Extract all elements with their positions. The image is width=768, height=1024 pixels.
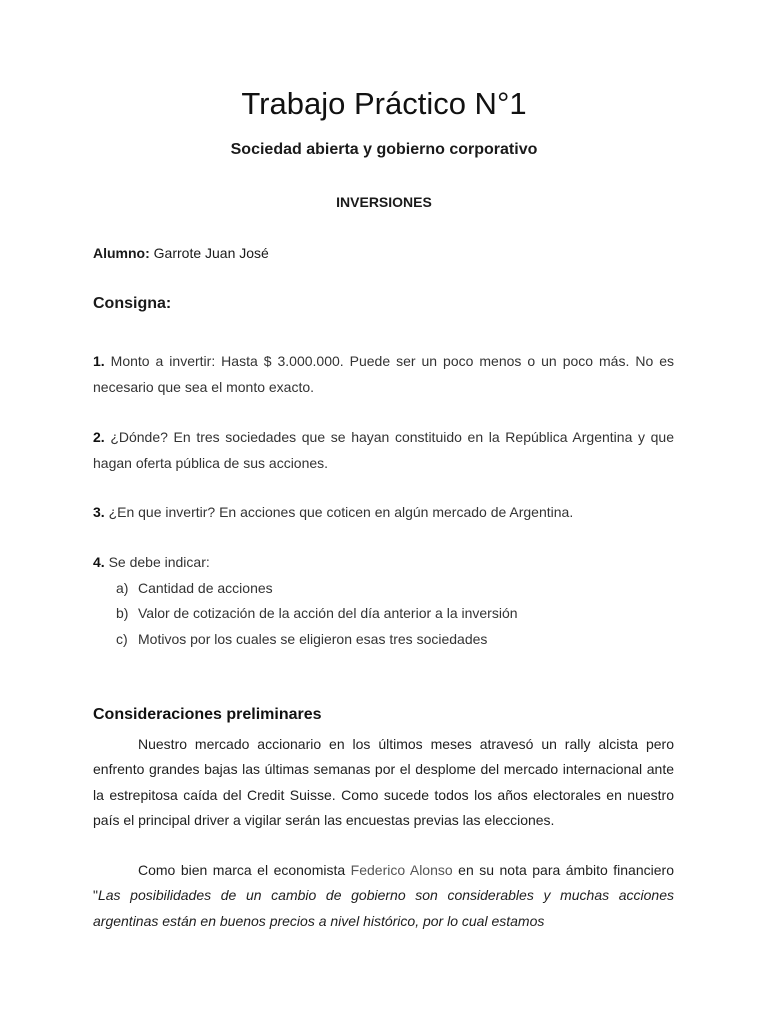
consigna-heading: Consigna: bbox=[93, 295, 172, 312]
list-text: Cantidad de acciones bbox=[138, 580, 273, 596]
item-text: ¿Dónde? En tres sociedades que se hayan constituido en la República Argentina y que hagan oferta pública de sus acciones. bbox=[93, 429, 674, 471]
student-line bbox=[93, 245, 269, 261]
student-label: Alumno: bbox=[93, 245, 150, 261]
list-text: Valor de cotización de la acción del día anterior a la inversión bbox=[138, 605, 518, 622]
item-number: 2. bbox=[93, 429, 105, 445]
economist-name: Federico Alonso bbox=[350, 862, 453, 878]
consigna-item-2 bbox=[93, 425, 674, 476]
item-number: 4. bbox=[93, 554, 105, 570]
consigna-item-4 bbox=[93, 550, 674, 576]
item-number: 1. bbox=[93, 353, 105, 369]
section-heading: INVERSIONES bbox=[336, 194, 432, 210]
list-item bbox=[116, 627, 676, 652]
list-text: Motivos por los cuales se eligieron esas tres sociedades bbox=[138, 630, 488, 647]
paragraph-text: Como bien marca el economista bbox=[138, 862, 351, 878]
item-number: 3. bbox=[93, 504, 105, 520]
preliminares-heading: Consideraciones preliminares bbox=[93, 706, 322, 723]
list-item bbox=[116, 601, 676, 626]
consigna-sublist bbox=[116, 576, 676, 652]
preliminares-paragraph-1: Nuestro mercado accionario en los últimos meses atravesó un rally alcista pero enfrento grandes bajas las últimas semanas por el desplome del mercado internacional ante la estrepitosa caída del Credit Suisse. Como sucede todos los años electorales en nuestro país el principal driver a vigilar serán las encuestas previas las elecciones. bbox=[93, 736, 674, 828]
quote-text: Las posibilidades de un cambio de gobierno son considerables y muchas acciones argentinas están en buenos precios a nivel histórico, por lo cual estamos bbox=[93, 887, 674, 929]
item-text: Se debe indicar: bbox=[104, 554, 210, 570]
item-text: Monto a invertir: Hasta $ 3.000.000. Puede ser un poco menos o un poco más. No es necesario que sea el monto exacto. bbox=[93, 353, 674, 395]
preliminares-paragraph-2 bbox=[93, 858, 674, 934]
student-name: Garrote Juan José bbox=[149, 245, 269, 261]
list-letter: b) bbox=[116, 605, 129, 622]
list-item bbox=[116, 576, 676, 601]
consigna-item-1 bbox=[93, 349, 674, 400]
item-text: ¿En que invertir? En acciones que coticen en algún mercado de Argentina. bbox=[104, 504, 574, 520]
document-title: Trabajo Práctico N°1 bbox=[241, 86, 527, 121]
list-letter: c) bbox=[116, 630, 128, 647]
paragraph-text: en su nota para ámbito financiero " bbox=[93, 862, 674, 904]
consigna-item-3 bbox=[93, 500, 674, 526]
document-subtitle: Sociedad abierta y gobierno corporativo bbox=[230, 141, 538, 158]
list-letter: a) bbox=[116, 580, 129, 596]
